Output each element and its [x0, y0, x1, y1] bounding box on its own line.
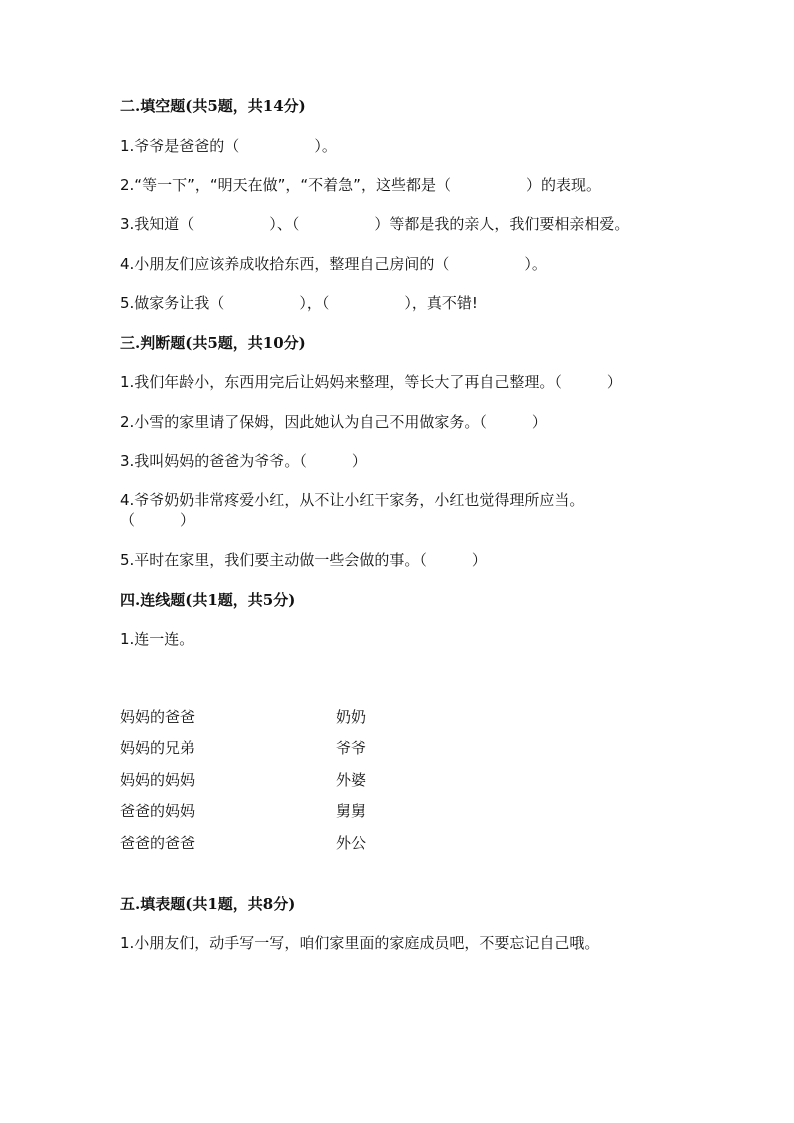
match-right-item: 奶奶	[336, 708, 367, 726]
question-fill-4: 4.小朋友们应该养成收拾东西，整理自己房间的（ ）。	[120, 255, 547, 273]
question-judge-5: 5.平时在家里，我们要主动做一些会做的事。（ ）	[120, 551, 487, 569]
question-match-1: 1.连一连。	[120, 630, 195, 648]
match-left-item: 妈妈的爸爸	[120, 708, 196, 726]
match-left-item: 爸爸的爸爸	[120, 834, 196, 852]
question-fill-3: 3.我知道（ ）、（ ）等都是我的亲人，我们要相亲相爱。	[120, 215, 630, 233]
question-judge-1: 1.我们年龄小，东西用完后让妈妈来整理，等长大了再自己整理。（ ）	[120, 373, 622, 391]
match-right-item: 外婆	[336, 771, 367, 789]
question-fill-5: 5.做家务让我（ ），（ ），真不错!	[120, 294, 478, 312]
match-left-item: 妈妈的妈妈	[120, 771, 196, 789]
match-right-item: 外公	[336, 834, 367, 852]
question-fill-2: 2.“等一下”，“明天在做”，“不着急”，这些都是（ ）的表现。	[120, 176, 601, 194]
question-judge-4-answer-blank: （ ）	[120, 511, 196, 529]
question-fill-1: 1.爷爷是爸爸的（ ）。	[120, 137, 337, 155]
section-heading-matching: 四.连线题(共1题，共5分)	[120, 591, 296, 609]
match-left-item: 妈妈的兄弟	[120, 739, 196, 757]
question-table-1: 1.小朋友们，动手写一写，咱们家里面的家庭成员吧，不要忘记自己哦。	[120, 934, 600, 952]
section-heading-table: 五.填表题(共1题，共8分)	[120, 895, 296, 913]
section-heading-true-false: 三.判断题(共5题，共10分)	[120, 334, 306, 352]
match-right-item: 舅舅	[336, 802, 367, 820]
match-left-item: 爸爸的妈妈	[120, 802, 196, 820]
section-heading-fill-blank: 二.填空题(共5题，共14分)	[120, 97, 306, 115]
question-judge-4: 4.爷爷奶奶非常疼爱小红，从不让小红干家务，小红也觉得理所应当。	[120, 491, 585, 509]
match-right-item: 爷爷	[336, 739, 367, 757]
question-judge-2: 2.小雪的家里请了保姆，因此她认为自己不用做家务。（ ）	[120, 413, 547, 431]
question-judge-3: 3.我叫妈妈的爸爸为爷爷。（ ）	[120, 452, 367, 470]
